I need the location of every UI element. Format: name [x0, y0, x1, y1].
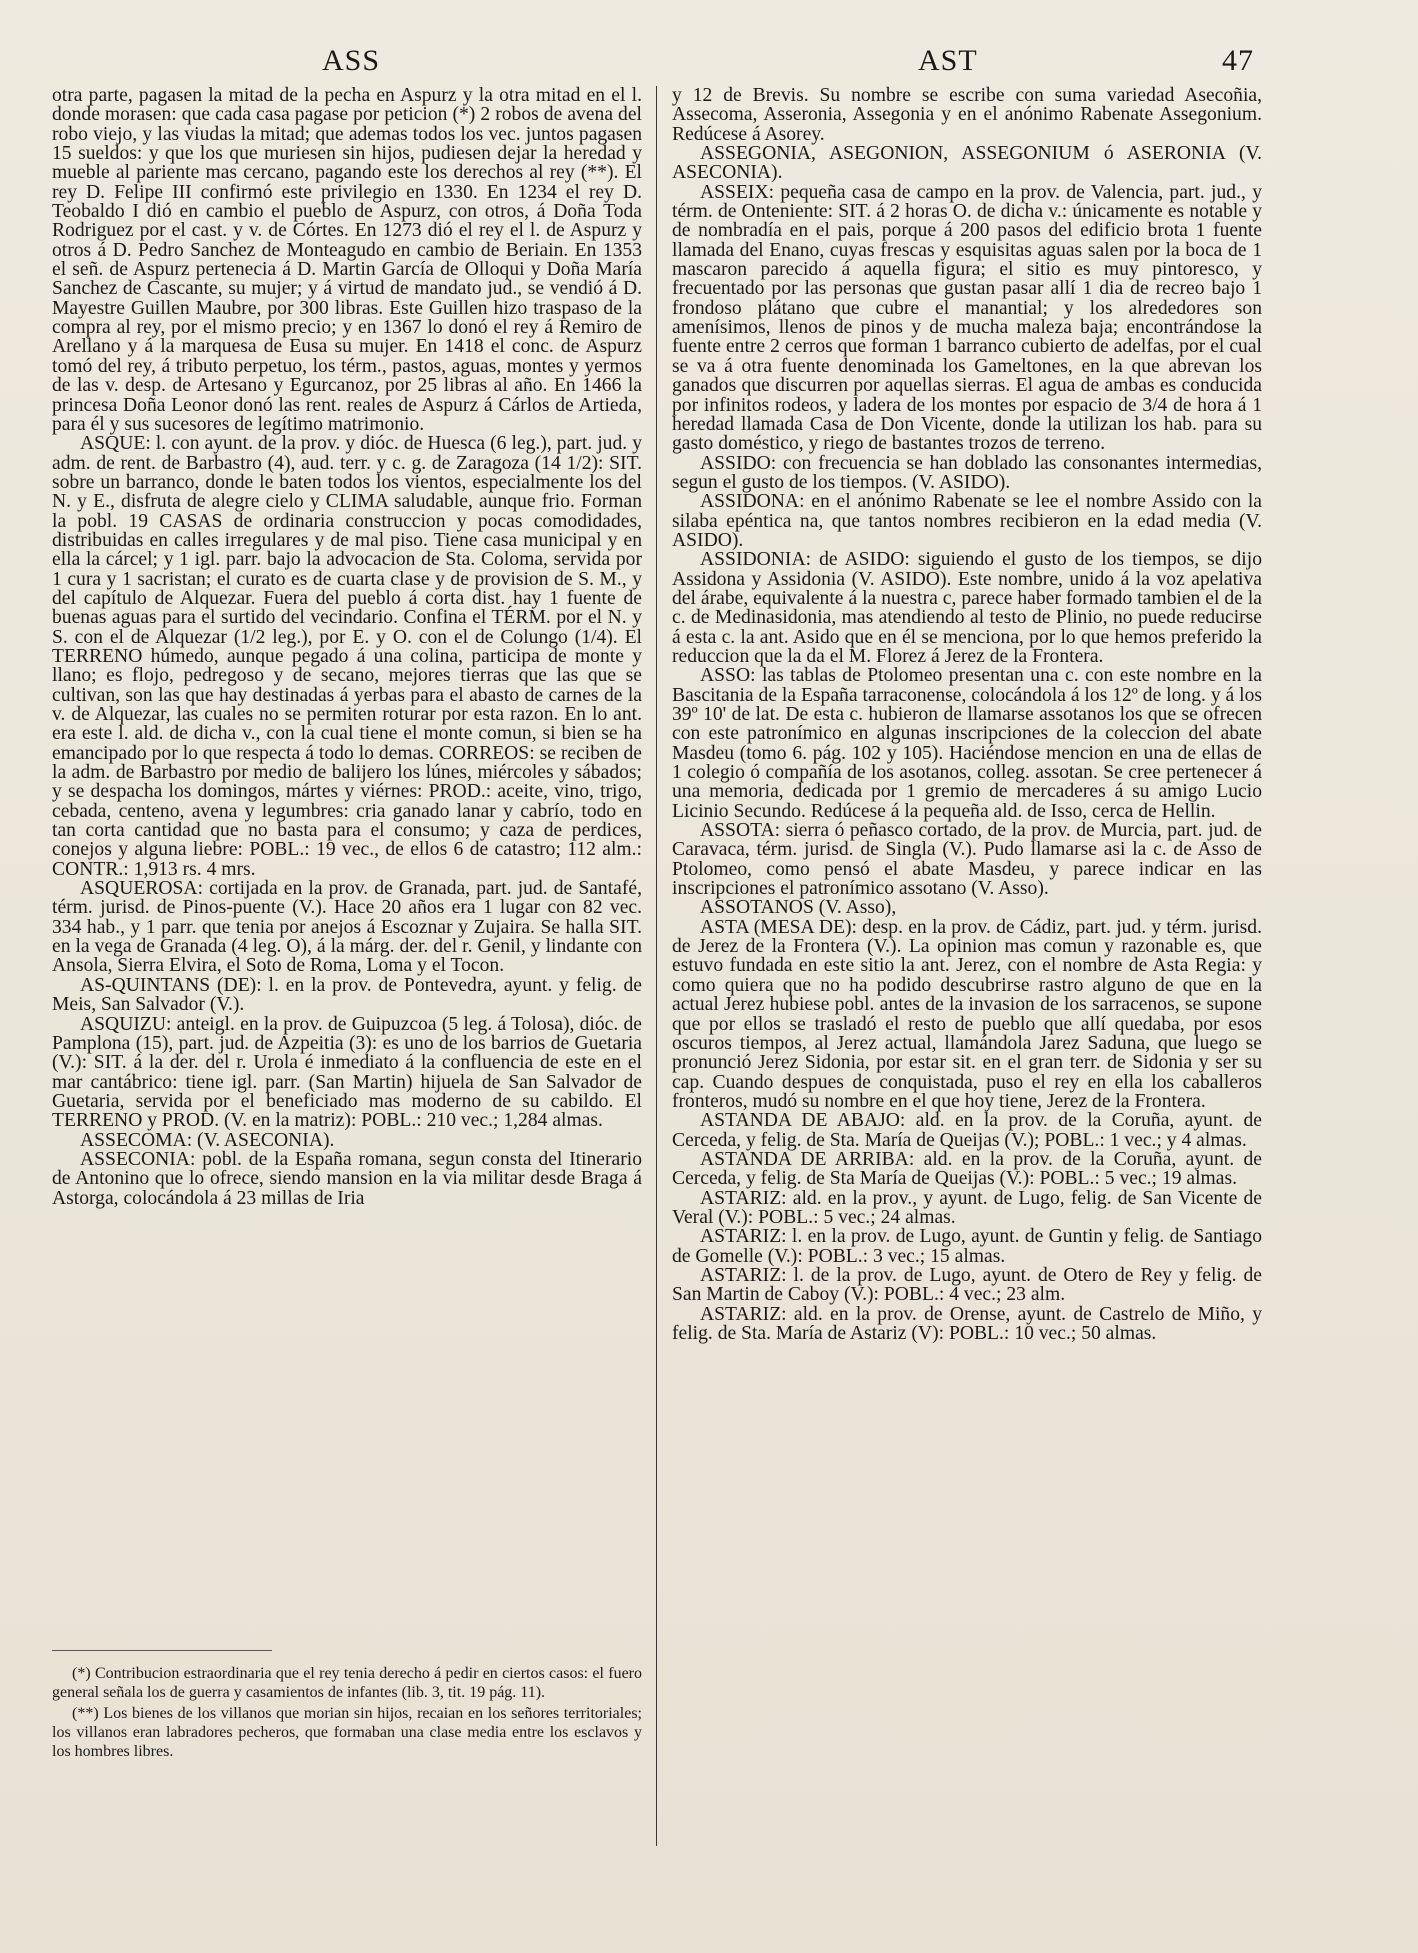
column-separator [656, 86, 657, 1846]
right-guide-word: AST [918, 44, 978, 77]
entry-asseconia: ASSECONIA: pobl. de la España romana, segun consta del Itinerario de Antonino que lo ofrece, siendo mansion en la via militar desde Braga á Astorga, colocándola á 23 millas de Iria [52, 1148, 642, 1209]
entry-asta: ASTA (MESA DE): desp. en la prov. de Cádiz, part. jud. y térm. jurisd. de Jerez de la Frontera (V.). La opinion mas comun y razonable es, que estuvo fundada en este sitio la ant. Jerez, con el nombre de Asta Regia: y como quiera que no ha podido descubrirse rastro alguno de que en la actual Jerez hubiese pobl. antes de la invasion de los sarracenos, se supone que por ellos se trasladó el resto de pueblo que allí quedaba, por esos oscuros tiempos, al Jerez actual, llamándola Jarez Saduna, que luego se pronunció Jerez Sidonia, por estar sit. en el gran terr. de Sidonia y ser su cap. Cuando despues de conquistada, puso el rey en ella los caballeros fronteros, mudó su nombre en el que hoy tiene, Jerez de la Frontera. [672, 916, 1262, 1112]
entry-astariz-3: ASTARIZ: l. de la prov. de Lugo, ayunt. de Otero de Rey y felig. de San Martin de Caboy (V.): POBL.: 4 vec.; 23 alm. [672, 1264, 1262, 1306]
entry-asque: ASQUE: l. con ayunt. de la prov. y dióc. de Huesca (6 leg.), part. jud. y adm. de rent. de Barbastro (4), aud. terr. y c. g. de Zaragoza (14 1/2): SIT. sobre un barranco, donde le baten todos los vientos, especialmente los del N. y E., disfruta de alegre cielo y CLIMA saludable, aunque frio. Forman la pobl. 19 CASAS de ordinaria construccion y pocas comodidades, distribuidas en calles irregulares y de mal piso. Tiene casa municipal y en ella la cárcel; y 1 igl. parr. bajo la advocacion de Sta. Coloma, servida por 1 cura y 1 sacristan; el curato es de cuarta clase y de provision de S. M., y del capítulo de Alquezar. Fuera del pueblo á corta dist. hay 1 fuente de buenas aguas para el surtido del vecindario. Confina el TÉRM. por el N. y S. con el de Alquezar (1/2 leg.), por E. y O. con el de Colungo (1/4). El TERRENO húmedo, aunque pegado á una colina, participa de monte y llano; es flojo, pedregoso y de secano, mejores tierras que las que se cultivan, son las que hay destinadas á yerbas para el abasto de carnes de la v. de Alquezar, las cuales no se permiten roturar por esta razon. En lo ant. era este l. ald. de dicha v., con la cual tiene el monte comun, si bien se ha emancipado por lo que respecta á todo lo demas. CORREOS: se reciben de la adm. de Barbastro por medio de balijero los lúnes, miércoles y sábados; y se despacha los domingos, mártes y viérnes: PROD.: aceite, vino, trigo, cebada, centeno, avena y legumbres: cria ganado lanar y cabrío, todo en tan corta cantidad que no basta para el consumo; y caza de perdices, conejos y alguna liebre: POBL.: 19 vec., de ellos 6 de catastro; 112 alm.: CONTR.: 1,913 rs. 4 mrs. [52, 433, 642, 880]
entry-astanda-de-arriba: ASTANDA DE ARRIBA: ald. en la prov. de la Coruña, ayunt. de Cerceda, y felig. de Sta María de Queijas (V.): POBL.: 5 vec.; 19 almas. [672, 1148, 1262, 1190]
entry-assidonia: ASSIDONIA: de ASIDO: siguiendo el gusto de los tiempos, se dijo Assidona y Assidonia (V. ASIDO). Este nombre, unido á la voz apelativa del árabe, equivalente á la nuestra c, parece haber formado tambien el de la c. de Medinasidonia, mas atendiendo al testo de Plinio, no puede reducirse á esta c. la ant. Asido que en él se menciona, por lo que hemos preferido la reduccion que la da el M. Florez á Jerez de la Frontera. [672, 549, 1262, 667]
entry-assota: ASSOTA: sierra ó peñasco cortado, de la prov. de Murcia, part. jud. de Caravaca, térm. jurisd. de Singla (V.). Pudo llamarse asi la c. de Asso de Ptolomeo, como pensó el abate Masdeu, y parece indicar en las inscripciones el patronímico assotano (V. Asso). [672, 820, 1262, 900]
entry-aspurz-continued: otra parte, pagasen la mitad de la pecha en Aspurz y la otra mitad en el l. donde morasen: que cada casa pagase por peticion (*) 2 robos de avena del robo viejo, y las viudas la mitad; que ademas todos los vec. juntos pagasen 15 sueldos: y que los que muriesen sin hijos, pudiesen dejar la heredad y mueble al pariente mas cercano, pagando este los derechos al rey (**). El rey D. Felipe III confirmó este privilegio en 1330. En 1234 el rey D. Teobaldo I dió en cambio el pueblo de Aspurz, con otros, á Doña Toda Rodriguez por el cast. y v. de Córtes. En 1273 dió el rey el l. de Aspurz y otros á D. Pedro Sanchez de Monteagudo en cambio de Beriain. En 1353 el señ. de Aspurz pertenecia á D. Martin García de Olloqui y Doña María Sanchez de Cascante, su mujer; y á virtud de mandato jud., se vendió á D. Mayestre Guillen Maubre, por 300 libras. Este Guillen hizo traspaso de la compra al rey, por el mismo precio; y en 1367 lo donó el rey á Remiro de Arellano y á la marquesa de Eusa su mujer. En 1418 el conc. de Aspurz tomó del rey, á tributo perpetuo, los térm., pastos, aguas, montes y yermos de las v. desp. de Artesano y Egurcanoz, por 25 libras al año. En 1466 la princesa Doña Leonor donó las rent. reales de Aspurz á Cárlos de Artieda, para él y sus sucesores de legítimo matrimonio. [52, 85, 642, 435]
entry-assidona: ASSIDONA: en el anónimo Rabenate se lee el nombre Assido con la silaba epéntica na, que tantos nombres recibieron en la edad media (V. ASIDO). [672, 491, 1262, 551]
entry-asquerosa: ASQUEROSA: cortijada en la prov. de Granada, part. jud. de Santafé, térm. jurisd. de Pinos-puente (V.). Hace 20 años era 1 lugar con 82 vec. 334 hab., y 1 parr. que tenia por anejos á Escoznar y Zujaira. Se halla SIT. en la vega de Granada (4 leg. O), á la márg. der. del r. Genil, y lindante con Ansola, Sierra Elvira, el Soto de Roma, Loma y el Tocon. [52, 878, 642, 977]
entry-asseix: ASSEIX: pequeña casa de campo en la prov. de Valencia, part. jud., y térm. de Onteniente: SIT. á 2 horas O. de dicha v.: únicamente es notable y de nombradía en el pais, porque á 200 pasos del edificio brota 1 fuente llamada del Enano, cuyas frescas y esquisitas aguas salen por la boca de 1 mascaron parecido á aquella figura; el sitio es muy pintoresco, y frecuentado por las personas que gustan pasar allí 1 dia de recreo bajo 1 frondoso plátano que cubre el manantial; y los alrededores son amenísimos, llenos de pinos y de mucha maleza baja; encontrándose la fuente entre 2 cerros que forman 1 barranco cubierto de adelfas, por el cual se va á otra fuente denominada los Gameltones, en la que abrevan los ganados que discurren por aquellas sierras. El agua de ambas es conducida por infinitos rodeos, y ladera de los montes por espacio de 3/4 de hora á 1 heredad llamada Casa de Don Vicente, donde la utilizan los hab. para su gasto doméstico, y riego de bastantes trozos de terreno. [672, 181, 1262, 455]
footnotes [52, 1664, 642, 1763]
entry-asseconia-continued: y 12 de Brevis. Su nombre se escribe con suma variedad Asecoñia, Assecoma, Asseronia, Assegonia y en el anónimo Rabenate Assegonium. Redúcese á Asorey. [672, 85, 1262, 145]
entry-assido: ASSIDO: con frecuencia se han doblado las consonantes intermedias, segun el gusto de los tiempos. (V. ASIDO). [672, 452, 1262, 493]
left-guide-word: ASS [322, 44, 381, 77]
footnote-1: (*) Contribucion estraordinaria que el rey tenia derecho á pedir en ciertos casos: el fuero general señala los de guerra y casamientos de infantes (lib. 3, tit. 19 pág. 11). [52, 1665, 642, 1701]
entry-assegonia: ASSEGONIA, ASEGONION, ASSEGONIUM ó ASERONIA (V. ASECONIA). [672, 143, 1262, 184]
entry-asquizu: ASQUIZU: anteigl. en la prov. de Guipuzcoa (5 leg. á Tolosa), dióc. de Pamplona (15), part. jud. de Azpeitia (3): es uno de los barrios de Guetaria (V.): SIT. á la der. del r. Urola é inmediato á la confluencia de este en el mar cantábrico: tiene igl. parr. (San Martin) hijuela de San Salvador de Guetaria, servida por el beneficiado mas moderno de su cabildo. El TERRENO y PROD. (V. en la matriz): POBL.: 210 vec.; 1,284 almas. [52, 1013, 642, 1132]
footnote-rule [52, 1650, 272, 1651]
page-number: 47 [1222, 44, 1254, 77]
left-column [52, 86, 642, 1208]
right-column [672, 86, 1262, 1343]
entry-astanda-de-abajo: ASTANDA DE ABAJO: ald. en la prov. de la Coruña, ayunt. de Cerceda, y felig. de Sta. María de Queijas (V.); POBL.: 1 vec.; y 4 almas. [672, 1110, 1262, 1151]
entry-astariz-2: ASTARIZ: l. en la prov. de Lugo, ayunt. de Guntin y felig. de Santiago de Gomelle (V.): POBL.: 3 vec.; 15 almas. [672, 1226, 1262, 1267]
entry-astariz-1: ASTARIZ: ald. en la prov., y ayunt. de Lugo, felig. de San Vicente de Veral (V.): POBL.: 5 vec.; 24 almas. [672, 1187, 1262, 1228]
entry-astariz-4: ASTARIZ: ald. en la prov. de Orense, ayunt. de Castrelo de Miño, y felig. de Sta. María de Astariz (V): POBL.: 10 vec.; 50 almas. [672, 1303, 1262, 1344]
footnote-2: (**) Los bienes de los villanos que morian sin hijos, recaian en los señores territoriales; los villanos eran labradores pecheros, que formaban una clase media entre los esclavos y los hombres libres. [52, 1705, 642, 1760]
entry-assecoma: ASSECOMA: (V. ASECONIA). [80, 1129, 335, 1151]
entry-asso: ASSO: las tablas de Ptolomeo presentan una c. con este nombre en la Bascitania de la España tarraconense, colocándola á los 12º de long. y á los 39º 10' de lat. De esta c. hubieron de llamarse assotanos los que se ofrecen con este patronímico en algunas inscripciones de la coleccion del abate Masdeu (tomo 6. pág. 102 y 105). Haciéndose mencion en una de ellas de 1 colegio ó compañía de los asotanos, colleg. assotan. Se cree pertenecer á una memoria, dedicada por 1 gremio de mercaderes á su amigo Lucio Licinio Secundo. Redúcese á la pequeña ald. de Isso, cerca de Hellin. [672, 665, 1262, 822]
entry-assotanos: ASSOTANOS (V. Asso), [700, 897, 897, 919]
entry-as-quintans: AS-QUINTANS (DE): l. en la prov. de Pontevedra, ayunt. y felig. de Meis, San Salvador (V.). [52, 974, 642, 1016]
